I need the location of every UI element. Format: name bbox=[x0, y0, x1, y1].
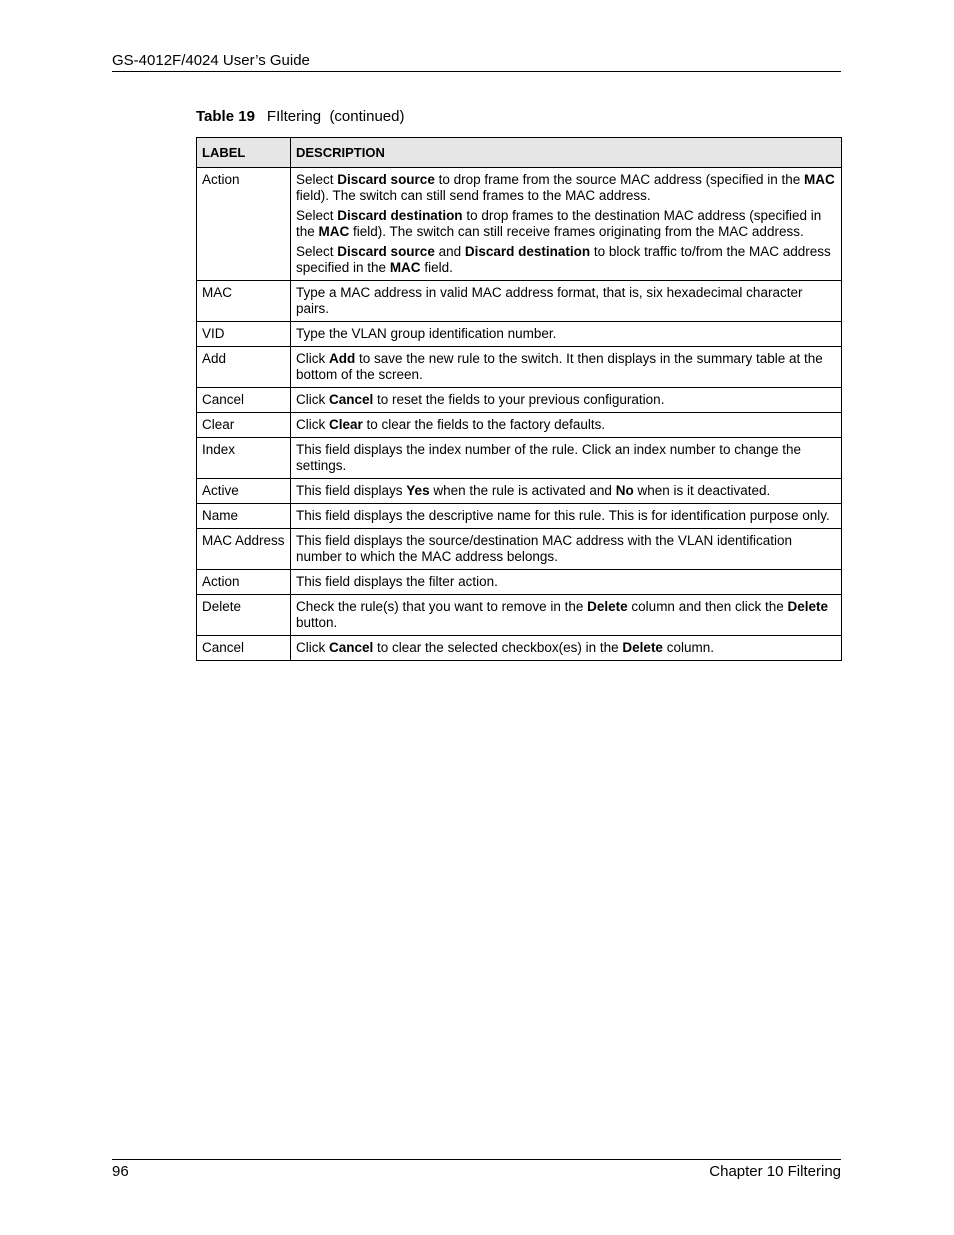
emphasized-term: MAC bbox=[804, 172, 835, 187]
description-text: when is it deactivated. bbox=[633, 483, 771, 498]
description-text: and bbox=[434, 244, 465, 259]
row-description bbox=[291, 413, 842, 438]
description-text: This field displays the source/destination MAC address with the VLAN identification number to which the MAC address belongs. bbox=[296, 533, 792, 564]
row-label: Active bbox=[197, 479, 291, 504]
description-paragraph bbox=[296, 417, 836, 433]
table-row bbox=[197, 347, 842, 388]
description-text: Type a MAC address in valid MAC address format, that is, six hexadecimal character pairs. bbox=[296, 285, 803, 316]
table-row bbox=[197, 322, 842, 347]
emphasized-term: Delete bbox=[787, 599, 829, 614]
description-paragraph bbox=[296, 599, 836, 631]
table-row bbox=[197, 479, 842, 504]
description-paragraph bbox=[296, 533, 836, 565]
row-description bbox=[291, 504, 842, 529]
description-text: Click bbox=[296, 392, 329, 407]
table-row bbox=[197, 504, 842, 529]
description-text: This field displays the descriptive name for this rule. This is for identification purpose only. bbox=[296, 508, 830, 523]
description-paragraph bbox=[296, 640, 836, 656]
row-label: Cancel bbox=[197, 636, 291, 661]
description-text: column. bbox=[662, 640, 714, 655]
description-paragraph bbox=[296, 208, 836, 240]
description-text: Select bbox=[296, 244, 338, 259]
description-text: to drop frames to the destination MAC address (specified in the bbox=[296, 208, 822, 239]
description-text: field. bbox=[420, 260, 453, 275]
description-paragraph bbox=[296, 392, 836, 408]
row-description bbox=[291, 322, 842, 347]
description-text: to drop frame from the source MAC address (specified in the bbox=[434, 172, 804, 187]
row-description bbox=[291, 168, 842, 281]
column-header-label: LABEL bbox=[197, 138, 291, 168]
emphasized-term: Yes bbox=[406, 483, 430, 498]
column-header-description: DESCRIPTION bbox=[291, 138, 842, 168]
emphasized-term: Cancel bbox=[329, 640, 374, 655]
description-text: This field displays the index number of the rule. Click an index number to change the settings. bbox=[296, 442, 802, 473]
description-text: to reset the fields to your previous configuration. bbox=[373, 392, 665, 407]
description-paragraph bbox=[296, 326, 836, 342]
table-row bbox=[197, 636, 842, 661]
description-text: Type the VLAN group identification number. bbox=[296, 326, 557, 341]
description-text: Click bbox=[296, 351, 329, 366]
emphasized-term: Delete bbox=[587, 599, 628, 614]
row-label: Add bbox=[197, 347, 291, 388]
row-description bbox=[291, 438, 842, 479]
row-label: VID bbox=[197, 322, 291, 347]
description-text: Click bbox=[296, 417, 329, 432]
row-description bbox=[291, 529, 842, 570]
emphasized-term: Clear bbox=[329, 417, 363, 432]
emphasized-term: Delete bbox=[622, 640, 663, 655]
description-text: when the rule is activated and bbox=[429, 483, 616, 498]
description-text: This field displays the filter action. bbox=[296, 574, 498, 589]
description-paragraph bbox=[296, 442, 836, 474]
chapter-title: Chapter 10 Filtering bbox=[709, 1163, 841, 1180]
description-text: field). The switch can still receive frames originating from the MAC address. bbox=[349, 224, 804, 239]
table-row bbox=[197, 438, 842, 479]
row-label: MAC Address bbox=[197, 529, 291, 570]
description-text: button. bbox=[296, 615, 338, 630]
row-label: Clear bbox=[197, 413, 291, 438]
description-text: Select bbox=[296, 208, 338, 223]
description-paragraph bbox=[296, 351, 836, 383]
description-paragraph bbox=[296, 574, 836, 590]
table-caption bbox=[196, 108, 405, 125]
row-label: Delete bbox=[197, 595, 291, 636]
table-row bbox=[197, 281, 842, 322]
description-text: field). The switch can still send frames to the MAC address. bbox=[296, 188, 651, 203]
emphasized-term: No bbox=[615, 483, 634, 498]
filtering-table bbox=[196, 137, 842, 661]
emphasized-term: Discard source bbox=[337, 244, 435, 259]
table-header-row bbox=[197, 138, 842, 168]
row-description bbox=[291, 636, 842, 661]
row-label: Name bbox=[197, 504, 291, 529]
table-caption-number: Table 19 bbox=[196, 108, 255, 125]
description-text: Select bbox=[296, 172, 338, 187]
row-description bbox=[291, 388, 842, 413]
row-label: MAC bbox=[197, 281, 291, 322]
description-paragraph bbox=[296, 244, 836, 276]
description-text: to clear the selected checkbox(es) in the bbox=[373, 640, 623, 655]
page-number: 96 bbox=[112, 1163, 129, 1180]
row-description bbox=[291, 595, 842, 636]
description-text: Click bbox=[296, 640, 329, 655]
row-label: Index bbox=[197, 438, 291, 479]
page-footer bbox=[112, 1159, 841, 1182]
row-description bbox=[291, 347, 842, 388]
description-paragraph bbox=[296, 483, 836, 499]
table-row bbox=[197, 570, 842, 595]
description-paragraph bbox=[296, 508, 836, 524]
emphasized-term: MAC bbox=[318, 224, 350, 239]
row-description bbox=[291, 479, 842, 504]
emphasized-term: Discard destination bbox=[464, 244, 591, 259]
description-paragraph bbox=[296, 172, 836, 204]
table-caption-title: FIltering (continued) bbox=[266, 108, 405, 125]
description-text: to save the new rule to the switch. It then displays in the summary table at the bottom of the screen. bbox=[296, 351, 823, 382]
emphasized-term: Add bbox=[329, 351, 356, 366]
table-row bbox=[197, 413, 842, 438]
table-row bbox=[197, 529, 842, 570]
document-title: GS-4012F/4024 User’s Guide bbox=[112, 52, 310, 69]
emphasized-term: MAC bbox=[389, 260, 421, 275]
row-description bbox=[291, 281, 842, 322]
emphasized-term: Discard source bbox=[337, 172, 435, 187]
description-text: column and then click the bbox=[627, 599, 788, 614]
table-row bbox=[197, 388, 842, 413]
row-label: Action bbox=[197, 570, 291, 595]
description-text: to block traffic to/from the MAC address specified in the bbox=[296, 244, 831, 275]
table-row bbox=[197, 595, 842, 636]
description-text: to clear the fields to the factory defaults. bbox=[362, 417, 606, 432]
table-body bbox=[197, 168, 842, 661]
page-header bbox=[112, 51, 841, 72]
description-text: Check the rule(s) that you want to remove in the bbox=[296, 599, 588, 614]
description-paragraph bbox=[296, 285, 836, 317]
row-description bbox=[291, 570, 842, 595]
description-text: This field displays bbox=[296, 483, 407, 498]
table-row bbox=[197, 168, 842, 281]
emphasized-term: Discard destination bbox=[337, 208, 463, 223]
row-label: Action bbox=[197, 168, 291, 281]
row-label: Cancel bbox=[197, 388, 291, 413]
emphasized-term: Cancel bbox=[329, 392, 374, 407]
